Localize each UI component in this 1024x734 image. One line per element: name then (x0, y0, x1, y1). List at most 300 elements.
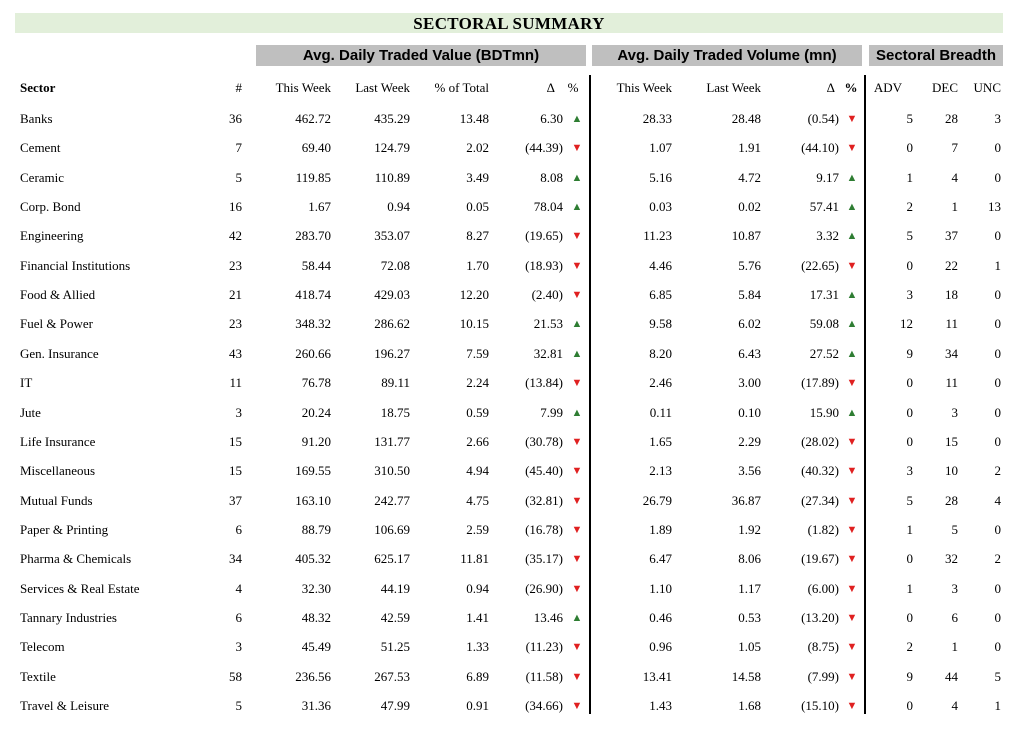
row-value-this-week: 1.67 (308, 199, 331, 215)
header-volume-this-week: This Week (616, 80, 672, 95)
row-volume-change: (28.02) (801, 433, 839, 449)
row-volume-last-week: 1.91 (738, 140, 761, 156)
triangle-down-icon: ▼ (846, 611, 858, 624)
triangle-up-icon: ▲ (571, 171, 583, 184)
row-value-this-week: 76.78 (301, 375, 331, 391)
row-volume-change: 3.32 (816, 228, 839, 244)
triangle-up-icon: ▲ (846, 406, 858, 419)
row-sector: Jute (20, 404, 41, 420)
row-value-last-week: 106.69 (374, 521, 410, 537)
group-header-sectoral-breadth: Sectoral Breadth (869, 45, 1003, 66)
row-sector: Telecom (20, 639, 65, 655)
row-value-this-week: 48.32 (301, 609, 331, 625)
row-value-last-week: 310.50 (374, 463, 410, 479)
row-sector: Mutual Funds (20, 492, 93, 508)
row-pct-total: 2.66 (466, 433, 489, 449)
header-this-week: This Week (275, 80, 331, 95)
triangle-down-icon: ▼ (571, 494, 583, 507)
row-unc: 0 (994, 140, 1001, 156)
row-value-change: 78.04 (533, 199, 563, 215)
row-volume-this-week: 6.47 (649, 551, 672, 567)
triangle-up-icon: ▲ (846, 201, 858, 214)
row-volume-this-week: 13.41 (642, 668, 672, 684)
row-dec: 7 (951, 140, 958, 156)
table-row (0, 138, 1024, 167)
row-value-last-week: 44.19 (380, 580, 410, 596)
row-adv: 1 (906, 580, 913, 596)
triangle-down-icon: ▼ (571, 230, 583, 243)
triangle-down-icon: ▼ (846, 465, 858, 478)
row-pct-total: 4.94 (466, 463, 489, 479)
triangle-down-icon: ▼ (846, 113, 858, 125)
row-pct-total: 0.59 (466, 404, 489, 420)
row-adv: 0 (906, 140, 913, 156)
row-value-change: (16.78) (525, 521, 563, 537)
row-dec: 28 (945, 111, 958, 126)
row-adv: 0 (906, 375, 913, 391)
row-count: 6 (235, 609, 242, 625)
row-count: 42 (229, 228, 242, 244)
row-sector: Engineering (20, 228, 84, 244)
row-sector: Banks (20, 111, 53, 126)
row-unc: 0 (994, 375, 1001, 391)
row-volume-last-week: 10.87 (731, 228, 761, 244)
header-dec: DEC (932, 80, 958, 95)
row-unc: 0 (994, 609, 1001, 625)
row-value-last-week: 242.77 (374, 492, 410, 508)
row-value-this-week: 58.44 (301, 257, 331, 273)
row-dec: 44 (945, 668, 958, 684)
row-pct-total: 2.59 (466, 521, 489, 537)
triangle-down-icon: ▼ (571, 377, 583, 390)
row-pct-total: 11.81 (460, 551, 489, 567)
row-pct-total: 10.15 (459, 316, 489, 332)
row-dec: 5 (951, 521, 958, 537)
row-volume-last-week: 8.06 (738, 551, 761, 567)
row-unc: 3 (994, 111, 1001, 126)
triangle-up-icon: ▲ (571, 611, 583, 624)
row-pct-total: 3.49 (466, 169, 489, 185)
row-pct-total: 6.89 (466, 668, 489, 684)
row-dec: 34 (945, 345, 958, 361)
row-dec: 3 (951, 404, 958, 420)
row-volume-this-week: 4.46 (649, 257, 672, 273)
row-value-change: (45.40) (525, 463, 563, 479)
row-count: 36 (229, 111, 242, 126)
row-pct-total: 12.20 (459, 287, 489, 303)
row-value-this-week: 32.30 (301, 580, 331, 596)
row-volume-last-week: 1.92 (738, 521, 761, 537)
row-value-last-week: 196.27 (374, 345, 410, 361)
header-sector: Sector (20, 80, 56, 95)
row-dec: 22 (945, 257, 958, 273)
row-dec: 37 (945, 228, 958, 244)
row-volume-change: (27.34) (801, 492, 839, 508)
row-adv: 0 (906, 698, 913, 713)
row-volume-last-week: 2.29 (738, 433, 761, 449)
triangle-down-icon: ▼ (846, 641, 858, 654)
row-count: 4 (235, 580, 242, 596)
row-dec: 4 (951, 698, 958, 713)
row-volume-last-week: 3.00 (738, 375, 761, 391)
row-volume-last-week: 28.48 (731, 111, 761, 126)
triangle-up-icon: ▲ (571, 406, 583, 419)
header-volume-pct: % (844, 80, 858, 95)
triangle-down-icon: ▼ (571, 523, 583, 536)
triangle-down-icon: ▼ (846, 553, 858, 566)
triangle-down-icon: ▼ (571, 259, 583, 272)
row-adv: 0 (906, 609, 913, 625)
row-value-this-week: 88.79 (301, 521, 331, 537)
table-row (0, 520, 1024, 549)
row-volume-change: (22.65) (801, 257, 839, 273)
row-value-last-week: 353.07 (374, 228, 410, 244)
row-sector: Corp. Bond (20, 199, 81, 215)
row-count: 23 (229, 316, 242, 332)
triangle-down-icon: ▼ (571, 465, 583, 478)
row-count: 16 (229, 199, 242, 215)
row-dec: 1 (951, 199, 958, 215)
triangle-down-icon: ▼ (846, 142, 858, 155)
row-volume-last-week: 6.02 (738, 316, 761, 332)
table-row (0, 168, 1024, 197)
row-adv: 0 (906, 404, 913, 420)
row-unc: 0 (994, 228, 1001, 244)
header-last-week: Last Week (355, 80, 410, 95)
header-value-delta: Δ (546, 80, 555, 95)
row-value-change: (34.66) (525, 698, 563, 713)
row-unc: 4 (994, 492, 1001, 508)
triangle-down-icon: ▼ (846, 494, 858, 507)
row-value-this-week: 462.72 (295, 111, 331, 126)
row-value-change: (30.78) (525, 433, 563, 449)
table-row (0, 226, 1024, 255)
row-unc: 2 (994, 463, 1001, 479)
row-unc: 13 (988, 199, 1001, 215)
row-sector: Tannary Industries (20, 609, 117, 625)
row-value-this-week: 163.10 (295, 492, 331, 508)
row-volume-this-week: 26.79 (642, 492, 672, 508)
row-value-last-week: 72.08 (380, 257, 410, 273)
triangle-down-icon: ▼ (571, 289, 583, 302)
row-value-change: 21.53 (533, 316, 563, 332)
row-unc: 0 (994, 580, 1001, 596)
row-value-change: (32.81) (525, 492, 563, 508)
row-sector: Paper & Printing (20, 521, 109, 537)
row-volume-this-week: 9.58 (649, 316, 672, 332)
row-pct-total: 1.70 (466, 257, 489, 273)
row-value-change: 7.99 (540, 404, 563, 420)
row-sector: Pharma & Chemicals (20, 551, 132, 567)
row-unc: 0 (994, 345, 1001, 361)
row-sector: Travel & Leisure (20, 698, 110, 713)
row-sector: Textile (20, 668, 56, 684)
row-volume-last-week: 1.68 (738, 698, 761, 713)
row-sector: IT (20, 375, 33, 391)
row-volume-this-week: 1.10 (649, 580, 672, 596)
row-count: 3 (235, 639, 242, 655)
row-value-last-week: 286.62 (374, 316, 410, 332)
row-volume-this-week: 0.46 (649, 609, 672, 625)
row-value-change: (44.39) (525, 140, 563, 156)
row-value-change: (26.90) (525, 580, 563, 596)
row-adv: 1 (906, 169, 913, 185)
row-adv: 9 (906, 345, 913, 361)
row-value-last-week: 0.94 (387, 199, 410, 215)
row-value-change: 8.08 (540, 169, 563, 185)
triangle-up-icon: ▲ (846, 289, 858, 302)
row-adv: 0 (906, 551, 913, 567)
row-unc: 0 (994, 404, 1001, 420)
group-header-traded-value: Avg. Daily Traded Value (BDTmn) (256, 45, 586, 66)
row-volume-last-week: 5.84 (738, 287, 761, 303)
row-volume-this-week: 8.20 (649, 345, 672, 361)
row-value-this-week: 31.36 (301, 698, 331, 713)
row-volume-change: (15.10) (801, 698, 839, 713)
row-adv: 2 (906, 199, 913, 215)
row-volume-this-week: 28.33 (642, 111, 672, 126)
row-pct-total: 8.27 (466, 228, 489, 244)
triangle-down-icon: ▼ (571, 142, 583, 155)
row-volume-change: (19.67) (801, 551, 839, 567)
row-pct-total: 4.75 (466, 492, 489, 508)
group-header-traded-volume: Avg. Daily Traded Volume (mn) (592, 45, 862, 66)
row-adv: 3 (906, 287, 913, 303)
row-dec: 15 (945, 433, 958, 449)
row-value-this-week: 91.20 (301, 433, 331, 449)
row-unc: 0 (994, 639, 1001, 655)
row-pct-total: 1.33 (466, 639, 489, 655)
row-volume-this-week: 0.96 (649, 639, 672, 655)
row-dec: 28 (945, 492, 958, 508)
row-value-this-week: 169.55 (295, 463, 331, 479)
row-dec: 10 (945, 463, 958, 479)
triangle-down-icon: ▼ (571, 553, 583, 566)
row-value-change: (11.23) (525, 639, 563, 655)
row-value-last-week: 47.99 (380, 698, 410, 713)
row-adv: 3 (906, 463, 913, 479)
row-volume-this-week: 0.11 (649, 404, 672, 420)
row-dec: 3 (951, 580, 958, 596)
row-value-this-week: 20.24 (301, 404, 331, 420)
table-row (0, 285, 1024, 314)
row-unc: 0 (994, 316, 1001, 332)
row-value-last-week: 51.25 (380, 639, 410, 655)
row-volume-this-week: 1.07 (649, 140, 672, 156)
row-sector: Cement (20, 140, 61, 156)
header-pct-total: % of Total (434, 80, 489, 95)
row-value-change: (13.84) (525, 375, 563, 391)
row-sector: Fuel & Power (20, 316, 93, 332)
row-value-last-week: 110.89 (374, 169, 410, 185)
triangle-down-icon: ▼ (846, 700, 858, 712)
row-adv: 5 (906, 492, 913, 508)
table-row (0, 667, 1024, 696)
triangle-down-icon: ▼ (571, 700, 583, 712)
row-value-last-week: 429.03 (374, 287, 410, 303)
row-value-this-week: 348.32 (295, 316, 331, 332)
triangle-up-icon: ▲ (571, 201, 583, 214)
header-unc: UNC (973, 80, 1001, 95)
row-count: 37 (229, 492, 242, 508)
row-dec: 11 (945, 375, 958, 391)
table-row (0, 608, 1024, 637)
row-sector: Life Insurance (20, 433, 96, 449)
row-count: 43 (229, 345, 242, 361)
row-count: 58 (229, 668, 242, 684)
row-unc: 1 (994, 698, 1001, 713)
row-volume-change: (6.00) (807, 580, 839, 596)
row-value-change: (19.65) (525, 228, 563, 244)
row-sector: Services & Real Estate (20, 580, 140, 596)
row-dec: 1 (951, 639, 958, 655)
row-value-this-week: 119.85 (295, 169, 331, 185)
row-volume-change: (8.75) (807, 639, 839, 655)
row-volume-last-week: 4.72 (738, 169, 761, 185)
row-value-this-week: 405.32 (295, 551, 331, 567)
row-adv: 5 (906, 111, 913, 126)
row-volume-change: (1.82) (807, 521, 839, 537)
row-pct-total: 2.24 (466, 375, 489, 391)
table-row (0, 491, 1024, 520)
row-volume-last-week: 0.10 (738, 404, 761, 420)
row-value-change: (18.93) (525, 257, 563, 273)
row-count: 6 (235, 521, 242, 537)
row-count: 5 (235, 169, 242, 185)
triangle-down-icon: ▼ (571, 435, 583, 448)
table-row (0, 256, 1024, 285)
row-unc: 0 (994, 521, 1001, 537)
row-adv: 9 (906, 668, 913, 684)
row-pct-total: 2.02 (466, 140, 489, 156)
table-row (0, 579, 1024, 608)
table-row (0, 696, 1024, 725)
row-count: 3 (235, 404, 242, 420)
triangle-down-icon: ▼ (846, 259, 858, 272)
row-value-change: 6.30 (540, 111, 563, 126)
triangle-down-icon: ▼ (846, 435, 858, 448)
row-value-change: 32.81 (533, 345, 563, 361)
row-volume-change: 57.41 (809, 199, 839, 215)
row-volume-change: (44.10) (801, 140, 839, 156)
row-volume-this-week: 11.23 (643, 228, 672, 244)
row-volume-change: 17.31 (809, 287, 839, 303)
row-value-change: (35.17) (525, 551, 563, 567)
row-value-last-week: 124.79 (374, 140, 410, 156)
header-adv: ADV (873, 80, 902, 95)
row-volume-this-week: 1.65 (649, 433, 672, 449)
row-unc: 0 (994, 287, 1001, 303)
row-volume-this-week: 1.43 (649, 698, 672, 713)
row-volume-this-week: 2.46 (649, 375, 672, 391)
row-count: 15 (229, 433, 242, 449)
row-pct-total: 13.48 (459, 111, 489, 126)
row-dec: 11 (945, 316, 958, 332)
row-adv: 2 (906, 639, 913, 655)
triangle-up-icon: ▲ (846, 171, 858, 184)
row-dec: 4 (951, 169, 958, 185)
triangle-down-icon: ▼ (846, 523, 858, 536)
row-pct-total: 1.41 (466, 609, 489, 625)
row-count: 11 (229, 375, 242, 391)
table-row (0, 373, 1024, 402)
table-header-row (0, 78, 1024, 107)
row-sector: Miscellaneous (20, 463, 96, 479)
row-pct-total: 7.59 (466, 345, 489, 361)
table-row (0, 109, 1024, 138)
row-value-change: (2.40) (531, 287, 563, 303)
row-volume-change: (17.89) (801, 375, 839, 391)
row-volume-change: (0.54) (807, 111, 839, 126)
header-volume-delta: Δ (826, 80, 835, 95)
row-pct-total: 0.91 (466, 698, 489, 713)
triangle-down-icon: ▼ (571, 670, 583, 683)
row-value-last-week: 267.53 (374, 668, 410, 684)
triangle-up-icon: ▲ (846, 318, 858, 331)
row-count: 34 (229, 551, 242, 567)
header-value-pct: % (567, 80, 579, 95)
row-volume-last-week: 6.43 (738, 345, 761, 361)
row-volume-last-week: 0.02 (738, 199, 761, 215)
row-pct-total: 0.94 (466, 580, 489, 596)
row-volume-last-week: 14.58 (731, 668, 761, 684)
row-sector: Food & Allied (20, 287, 96, 303)
row-volume-last-week: 36.87 (731, 492, 761, 508)
triangle-down-icon: ▼ (571, 641, 583, 654)
table-row (0, 403, 1024, 432)
table-row (0, 461, 1024, 490)
triangle-up-icon: ▲ (846, 347, 858, 360)
row-adv: 0 (906, 257, 913, 273)
table-row (0, 197, 1024, 226)
triangle-up-icon: ▲ (846, 230, 858, 243)
row-unc: 0 (994, 169, 1001, 185)
header-volume-last-week: Last Week (706, 80, 761, 95)
row-volume-this-week: 1.89 (649, 521, 672, 537)
row-value-last-week: 89.11 (381, 375, 410, 391)
row-volume-change: (40.32) (801, 463, 839, 479)
table-row (0, 314, 1024, 343)
row-value-last-week: 625.17 (374, 551, 410, 567)
row-volume-this-week: 2.13 (649, 463, 672, 479)
table-row (0, 637, 1024, 666)
row-count: 15 (229, 463, 242, 479)
row-adv: 0 (906, 433, 913, 449)
triangle-up-icon: ▲ (571, 318, 583, 331)
row-unc: 1 (994, 257, 1001, 273)
row-value-last-week: 435.29 (374, 111, 410, 126)
row-count: 21 (229, 287, 242, 303)
row-value-change: 13.46 (533, 609, 563, 625)
table-row (0, 432, 1024, 461)
triangle-down-icon: ▼ (846, 377, 858, 390)
row-unc: 2 (994, 551, 1001, 567)
row-volume-this-week: 6.85 (649, 287, 672, 303)
row-sector: Ceramic (20, 169, 65, 185)
row-count: 5 (235, 698, 242, 713)
row-volume-this-week: 0.03 (649, 199, 672, 215)
row-value-this-week: 236.56 (295, 668, 331, 684)
row-sector: Financial Institutions (20, 257, 131, 273)
table-row (0, 549, 1024, 578)
report-title: SECTORAL SUMMARY (15, 13, 1003, 33)
row-volume-change: 9.17 (816, 169, 839, 185)
row-volume-last-week: 1.17 (738, 580, 761, 596)
triangle-up-icon: ▲ (571, 113, 583, 125)
triangle-down-icon: ▼ (571, 582, 583, 595)
row-value-last-week: 131.77 (374, 433, 410, 449)
row-value-this-week: 418.74 (295, 287, 331, 303)
